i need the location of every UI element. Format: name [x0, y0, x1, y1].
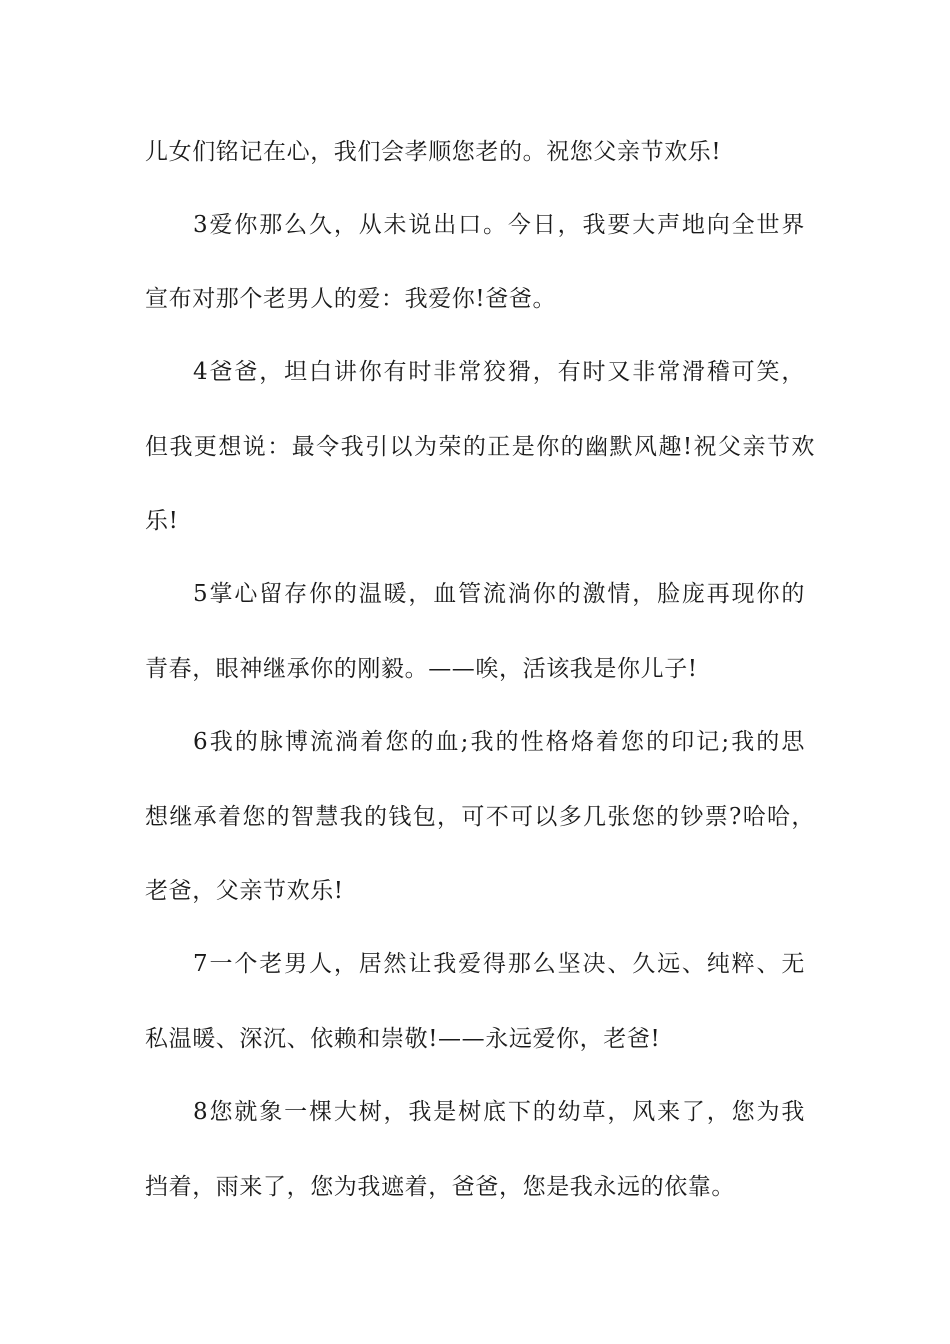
paragraph-5-line-1: 5掌心留存你的温暖，血管流淌你的激情，脸庞再现你的: [193, 581, 805, 607]
paragraph-4-line-3: 乐!: [145, 508, 179, 534]
paragraph-8-line-2: 挡着，雨来了，您为我遮着，爸爸，您是我永远的依靠。: [145, 1174, 735, 1200]
paragraph-5-line-2: 青春，眼神继承你的刚毅。——唉，活该我是你儿子!: [145, 656, 698, 682]
paragraph-4-line-1: 4爸爸，坦白讲你有时非常狡猾，有时又非常滑稽可笑，: [193, 359, 805, 385]
paragraph-6-line-2: 想继承着您的智慧我的钱包，可不可以多几张您的钞票?哈哈，: [145, 804, 815, 830]
paragraph-6-line-3: 老爸，父亲节欢乐!: [145, 878, 344, 904]
paragraph-3-line-1: 3爱你那么久，从未说出口。今日，我要大声地向全世界: [193, 212, 805, 238]
paragraph-6-line-1: 6我的脉博流淌着您的血;我的性格烙着您的印记;我的思: [193, 729, 805, 755]
paragraph-7-line-1: 7一个老男人，居然让我爱得那么坚决、久远、纯粹、无: [193, 951, 805, 977]
paragraph-7-line-2: 私温暖、深沉、依赖和崇敬!——永远爱你，老爸!: [145, 1026, 661, 1052]
text-line: 儿女们铭记在心，我们会孝顺您老的。祝您父亲节欢乐!: [145, 139, 722, 165]
paragraph-4-line-2: 但我更想说：最令我引以为荣的正是你的幽默风趣!祝父亲节欢: [145, 434, 815, 460]
paragraph-8-line-1: 8您就象一棵大树，我是树底下的幼草，风来了，您为我: [193, 1099, 805, 1125]
paragraph-3-line-2: 宣布对那个老男人的爱：我爱你!爸爸。: [145, 286, 557, 312]
